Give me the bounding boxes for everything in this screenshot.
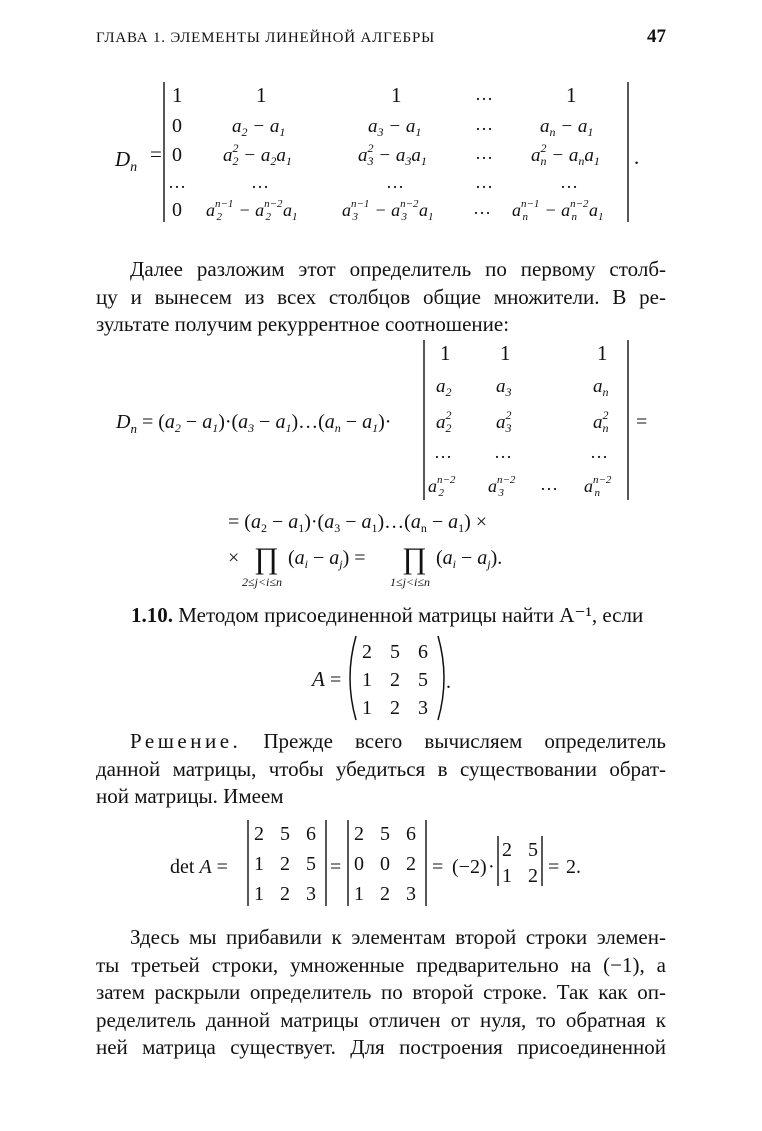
det-result: 2.	[566, 856, 581, 878]
svg-text:an−12 − an−22a1: $a^{n-1}$ $2 - a^{n-2}$ 2 $a_1$	[206, 198, 298, 223]
svg-text:…: …	[434, 442, 452, 462]
svg-text:=: =	[432, 856, 444, 878]
svg-text:…: …	[473, 198, 491, 218]
svg-text:a2: $a_2$	[436, 376, 452, 399]
svg-text:an−1n − an−2na1: $a^{n-1}$ $n - a^{n-2}$ n $a_1$	[512, 198, 604, 223]
svg-text:an − a1: $a_n - a_1$	[540, 116, 594, 139]
svg-text:…: …	[540, 474, 558, 494]
problem-text: Методом присоединенной матрицы найти A⁻¹, если	[178, 603, 644, 627]
matrix-cell: 1	[254, 853, 264, 875]
matrix-cell: 2	[354, 823, 364, 845]
matrix-cell: 1	[362, 697, 372, 719]
svg-text:a3 − a1: $a_3 - a_1$	[368, 116, 422, 139]
svg-text:0: 0	[172, 115, 182, 137]
svg-text:…: …	[475, 114, 493, 134]
svg-text:2≤j<i≤n: 2≤j<i≤n	[242, 575, 282, 589]
svg-text:1: 1	[172, 83, 183, 107]
svg-text:…: …	[475, 143, 493, 163]
svg-text:…: …	[475, 84, 493, 104]
matrix-a	[300, 632, 500, 726]
svg-text:an−2n: $a^{n-2}$ n	[584, 474, 612, 499]
solution-text: Прежде всего вычисляем определитель	[263, 729, 666, 753]
page-number: 47	[647, 26, 666, 47]
svg-text:=: =	[150, 142, 162, 166]
solution-label: Решение.	[130, 729, 242, 753]
svg-text:1: 1	[597, 341, 608, 365]
matrix-cell: 2	[528, 865, 538, 887]
matrix-cell: 2	[406, 853, 416, 875]
svg-text:a23: $a^2$ 3	[496, 408, 512, 435]
svg-text:=: =	[330, 669, 342, 691]
paragraph-explanation	[96, 924, 666, 1062]
svg-text:a22: $a^2$ 2	[436, 408, 452, 435]
matrix-cell: 3	[306, 883, 316, 905]
det-first-cells	[254, 823, 316, 905]
svg-text:an: $a_n$	[593, 376, 609, 399]
svg-text:·: ·	[488, 856, 495, 878]
svg-text:an−22: $a^{n-2}$ 2	[428, 474, 456, 499]
matrix-cell: 3	[406, 883, 416, 905]
matrix-cell: 1	[254, 883, 264, 905]
problem-number: 1.10.	[131, 603, 173, 627]
matrix-cell: 5	[380, 823, 390, 845]
text-line: ты третьей строки, умноженные предварительно на (−1), а	[96, 952, 666, 977]
svg-text:(ai − aj) =: $(a_i - a_j)$ =	[288, 547, 366, 571]
text-line	[96, 728, 666, 756]
svg-text:1: 1	[500, 341, 511, 365]
svg-text:∏: ∏	[402, 542, 427, 575]
svg-text:a23 − a3a1: $a^2$ $3 - a_3a_1$	[358, 141, 427, 168]
svg-text:1: 1	[566, 83, 577, 107]
svg-text:…: …	[475, 172, 493, 192]
matrix-a-cells	[362, 641, 428, 719]
matrix-cell: 6	[418, 641, 428, 663]
formula-recurrence	[110, 336, 670, 592]
matrix-cell: 1	[502, 865, 512, 887]
svg-text:(ai − aj).: $(a_i - a_j)$.	[436, 547, 503, 571]
svg-text:a2 − a1: $a_2 - a_1$	[232, 116, 286, 139]
text-line: ределитель данной матрицы отличен от нуля, то обратная к	[96, 1007, 666, 1032]
matrix-cell: 5	[418, 669, 428, 691]
chapter-title: ГЛАВА 1. ЭЛЕМЕНТЫ ЛИНЕЙНОЙ АЛГЕБРЫ	[96, 30, 435, 46]
svg-text:1: 1	[440, 341, 451, 365]
text-line: ней матрица существует. Для построения присоединенной	[96, 1035, 666, 1059]
matrix-cell: 6	[406, 823, 416, 845]
matrix-cell: 2	[380, 883, 390, 905]
svg-text:1≤j<i≤n: 1≤j<i≤n	[390, 575, 430, 589]
svg-text:=: =	[330, 856, 342, 878]
svg-text:0: 0	[172, 144, 182, 166]
svg-text:an−23: $a^{n-2}$ 3	[488, 474, 516, 499]
svg-text:∏: ∏	[254, 542, 279, 575]
text-line: Здесь мы прибавили к элементам второй строки элемен-	[130, 925, 666, 949]
svg-text:an−13 − an−23a1: $a^{n-1}$ $3 - a^{n-2}$ 3 $a_1$	[342, 198, 434, 223]
svg-text:A: A	[312, 667, 325, 691]
matrix-cell: 2	[254, 823, 264, 845]
svg-text:…: …	[494, 442, 512, 462]
matrix-cell: 6	[306, 823, 316, 845]
svg-text:.: .	[446, 671, 451, 693]
paragraph-solution	[96, 728, 666, 811]
svg-text:…: …	[386, 172, 404, 192]
running-header	[96, 24, 666, 54]
svg-text:a2n: $a^2$ n	[593, 408, 609, 435]
matrix-cell: 1	[362, 669, 372, 691]
svg-text:det A =: det A =	[170, 856, 228, 878]
formula-dn-determinant	[110, 78, 670, 228]
text-line: Далее разложим этот определитель по первому столб-	[130, 257, 666, 281]
svg-text:×: ×	[228, 547, 240, 569]
matrix-cell: 2	[280, 883, 290, 905]
svg-text:Dn: $D_n$	[115, 147, 138, 175]
svg-text:.: .	[634, 145, 640, 169]
text-line: зультате получим рекуррентное соотношение:	[96, 312, 510, 336]
text-line: цу и вынесем из всех столбцов общие множители. В ре-	[96, 284, 666, 309]
svg-text:Dn = (a2 − a1)·(a3 − a1)…(an −: $D_n = (a_2 - a_1)\cdot(a_3$ − $a_1)\dots(a_n - a_1)\cdot$	[116, 411, 392, 436]
matrix-cell: 2	[502, 839, 512, 861]
svg-text:…: …	[251, 172, 269, 192]
svg-text:a22 − a2a1: $a^2$ $2 - a_2a_1$	[223, 141, 292, 168]
matrix-cell: 0	[380, 853, 390, 875]
svg-text:…: …	[590, 442, 608, 462]
svg-text:…: …	[168, 172, 186, 192]
det-minor-cells	[502, 839, 538, 887]
text-line: ной матрицы. Имеем	[96, 784, 284, 808]
svg-text:1: 1	[391, 83, 402, 107]
matrix-cell: 5	[280, 823, 290, 845]
matrix-cell: 5	[390, 641, 400, 663]
matrix-cell: 2	[390, 669, 400, 691]
text-line: затем раскрыли определитель по второй строке. Так как оп-	[96, 980, 666, 1004]
det-second-cells	[354, 823, 416, 905]
det-factor: (−2)	[452, 856, 487, 878]
svg-text:1: 1	[256, 83, 267, 107]
matrix-cell: 0	[354, 853, 364, 875]
matrix-cell: 2	[280, 853, 290, 875]
paragraph-expansion	[96, 256, 666, 339]
matrix-cell: 5	[528, 839, 538, 861]
svg-text:=: =	[636, 411, 648, 433]
problem-statement	[131, 603, 643, 628]
matrix-cell: 2	[362, 641, 372, 663]
svg-text:= (a2 − a1)·(a3 − a1)…(an − a1: = $(a_2 - a_1)\cdot(a_3$ − $a_1)\dots(a_n - a_1)$ ×	[228, 511, 488, 535]
matrix-cell: 1	[354, 883, 364, 905]
matrix-cell: 3	[418, 697, 428, 719]
svg-text:=: =	[548, 856, 560, 878]
svg-text:…: …	[560, 172, 578, 192]
svg-text:a2n − ana1: $a^2$ $n - a_na_1$	[531, 141, 600, 168]
matrix-cell: 5	[306, 853, 316, 875]
matrix-cell: 2	[390, 697, 400, 719]
svg-text:a3: $a_3$	[496, 376, 512, 399]
formula-det-a	[170, 818, 590, 910]
text-line: данной матрицы, чтобы убедиться в существовании обрат-	[96, 756, 666, 781]
svg-text:0: 0	[172, 199, 182, 221]
